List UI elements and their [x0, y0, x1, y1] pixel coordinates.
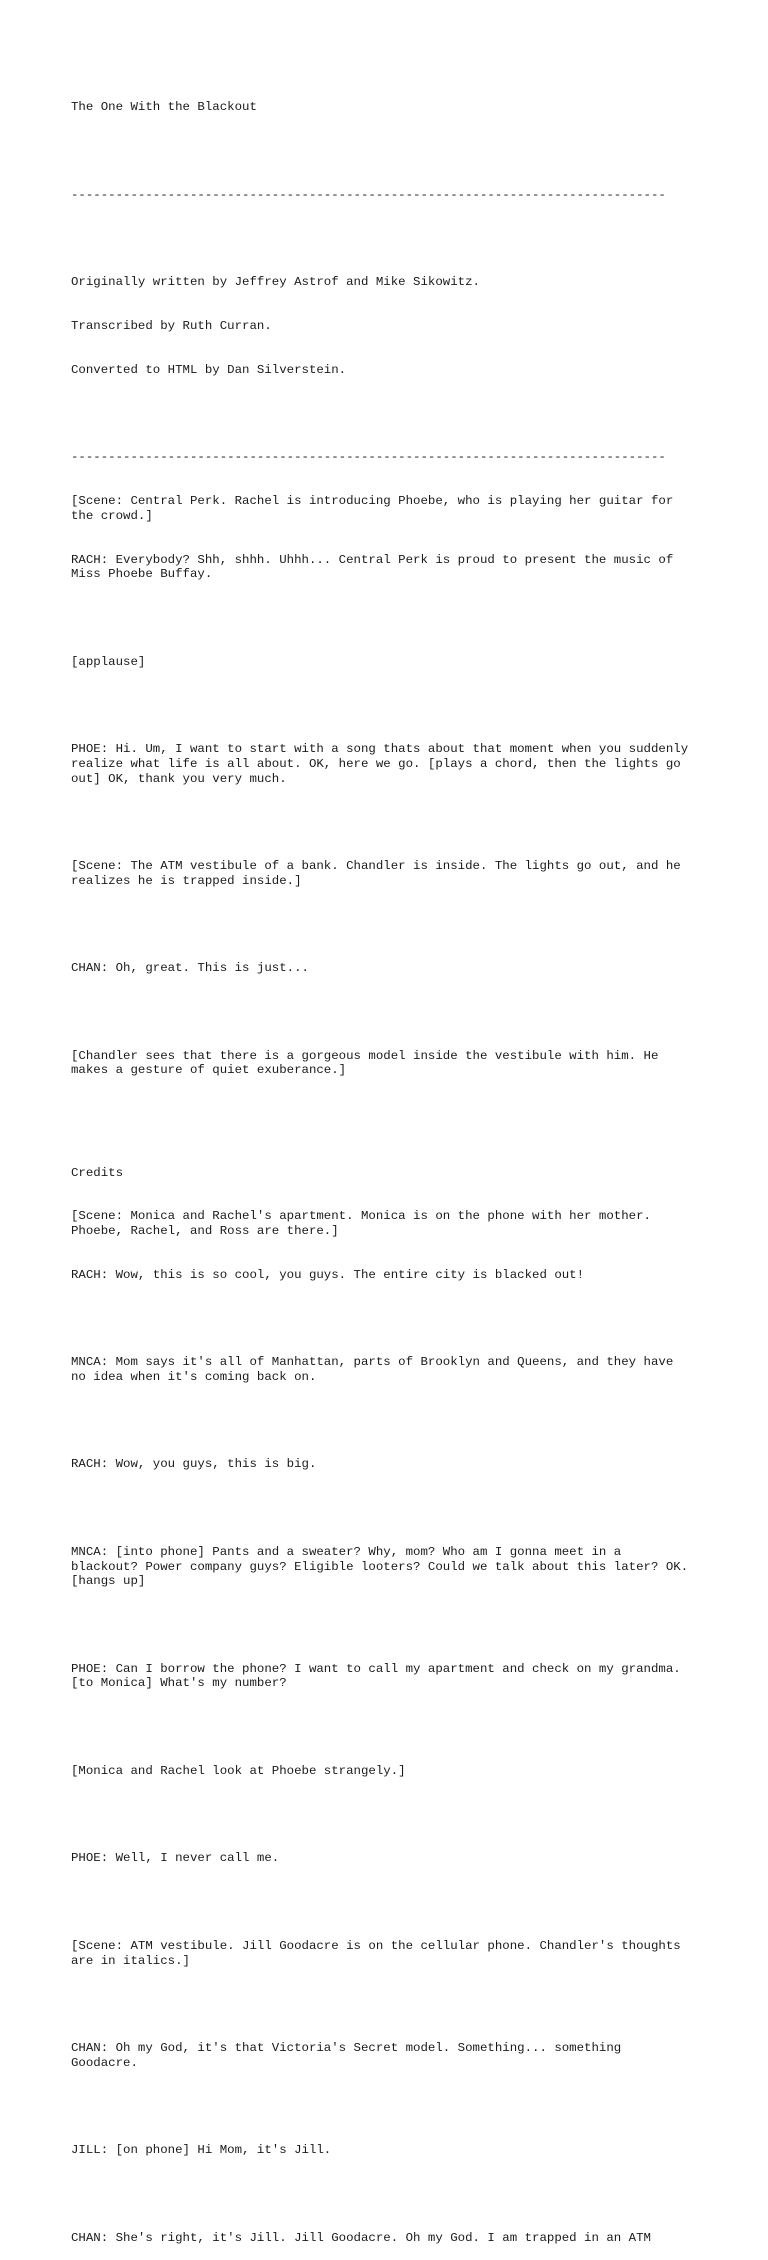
stage-direction: [Monica and Rachel look at Phoebe strangely.] [71, 1763, 406, 1778]
section-heading: Credits [71, 1165, 124, 1180]
dialogue-line: MNCA: [into phone] Pants and a sweater? Why, mom? Who am I gonna meet in a blackout? Power company guys? Eligible looters? Could we talk about this later? OK. [hangs up] [71, 1544, 689, 1589]
dialogue-line: RACH: Wow, you guys, this is big. [71, 1457, 317, 1472]
dialogue-line: PHOE: Hi. Um, I want to start with a song thats about that moment when you suddenly realize what life is all about. OK, here we go. [plays a chord, then the lights go out] OK, thank you very much. [71, 742, 689, 786]
transcript-page [71, 71, 711, 2260]
dialogue-line: RACH: Everybody? Shh, shhh. Uhhh... Central Perk is proud to present the music of Miss Phoebe Buffay. [71, 552, 674, 582]
dialogue-line: JILL: [on phone] Hi Mom, it's Jill. [71, 2143, 332, 2158]
dialogue-line: CHAN: Oh my God, it's that Victoria's Secret model. Something... something Goodacre. [71, 2041, 622, 2070]
stage-direction: [Scene: The ATM vestibule of a bank. Chandler is inside. The lights go out, and he realizes he is trapped inside.] [71, 859, 681, 888]
dialogue-line: CHAN: She's right, it's Jill. Jill Goodacre. Oh my God. I am trapped in an ATM [71, 2230, 651, 2245]
stage-direction: [Scene: Monica and Rachel's apartment. Monica is on the phone with her mother. Phoebe, Rachel, and Ross are there.] [71, 1209, 651, 1238]
document-title: The One With the Blackout [71, 100, 257, 115]
dialogue-line: RACH: Wow, this is so cool, you guys. The entire city is blacked out! [71, 1267, 585, 1282]
stage-direction: [Scene: Central Perk. Rachel is introducing Phoebe, who is playing her guitar for the crowd.] [71, 494, 674, 523]
stage-direction: [applause] [71, 654, 146, 669]
dialogue-line: MNCA: Mom says it's all of Manhattan, parts of Brooklyn and Queens, and they have no idea when it's coming back on. [71, 1355, 674, 1384]
separator-rule: -------------------------------------------------------------------------------- [71, 187, 666, 202]
stage-direction: [Scene: ATM vestibule. Jill Goodacre is on the cellular phone. Chandler's thoughts are in italics.] [71, 1939, 681, 1968]
credit-line: Originally written by Jeffrey Astrof and Mike Sikowitz. [71, 275, 480, 290]
dialogue-line: PHOE: Well, I never call me. [71, 1851, 280, 1866]
credit-line: Transcribed by Ruth Curran. [71, 319, 272, 334]
credit-line: Converted to HTML by Dan Silverstein. [71, 362, 347, 377]
stage-direction: [Chandler sees that there is a gorgeous model inside the vestibule with him. He makes a gesture of quiet exuberance.] [71, 1048, 659, 1078]
dialogue-line: PHOE: Can I borrow the phone? I want to call my apartment and check on my grandma. [to Monica] What's my number? [71, 1661, 681, 1691]
separator-rule: -------------------------------------------------------------------------------- [71, 450, 666, 465]
dialogue-line: CHAN: Oh, great. This is just... [71, 961, 309, 976]
